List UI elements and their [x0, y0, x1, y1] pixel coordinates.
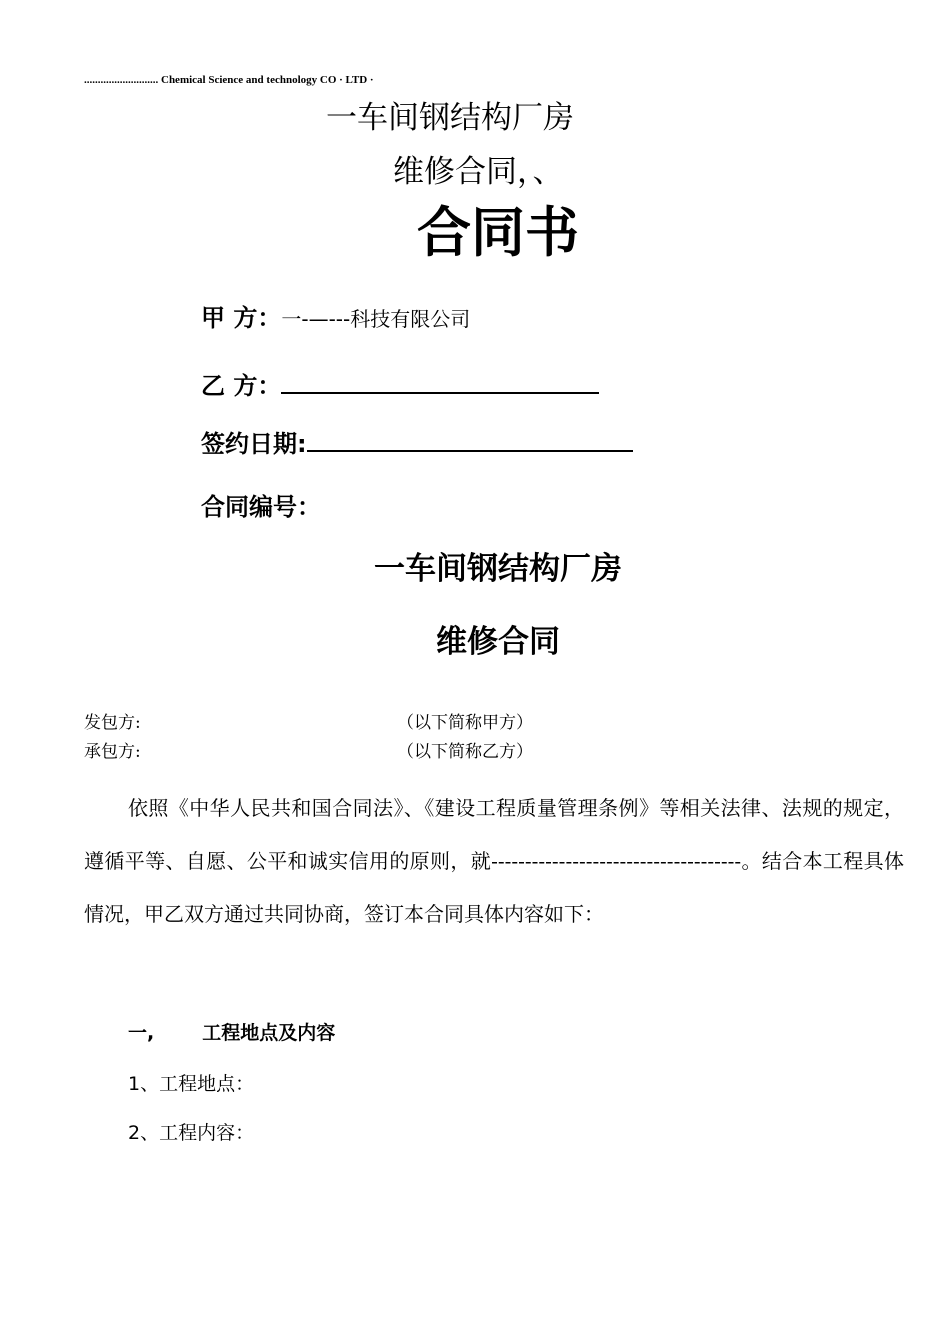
sign-date-row [201, 424, 633, 459]
party-a-label: 甲 方： [201, 304, 282, 332]
cover-main-title: 合同书 [417, 201, 579, 264]
party-a-row [201, 298, 470, 333]
sign-date-label: 签约日期: [201, 430, 307, 458]
sign-date-blank [307, 428, 633, 452]
item-project-location: 1、工程地点： [128, 1073, 255, 1095]
party-b-blank [281, 370, 599, 394]
party-a-value: 一-—---科技有限公司 [281, 307, 471, 331]
intro-paragraph: 依照《中华人民共和国合同法》、《建设工程质量管理条例》等相关法律、法规的规定，遵循平等、自愿、公平和诚实信用的原则，就-------------------------------------。结合本工程具体情况，甲乙双方通过共同协商，签订本合同具体内容如下： [84, 796, 904, 926]
contract-title-line1: 一车间钢结构厂房 [374, 551, 622, 587]
employer-label: 发包方: [84, 713, 141, 733]
cover-title-line2: 维修合同，、 [393, 154, 564, 190]
item-project-content: 2、工程内容： [128, 1122, 255, 1144]
contract-no-label: 合同编号： [201, 493, 321, 521]
contractor-label: 承包方: [84, 742, 141, 762]
party-b-row [201, 366, 599, 401]
contract-title-line2: 维修合同 [436, 624, 560, 660]
employer-note: （以下简称甲方） [397, 713, 533, 733]
party-b-label: 乙 方： [201, 372, 282, 400]
section-1-number: 一, [128, 1022, 155, 1044]
cover-title-line1: 一车间钢结构厂房 [326, 100, 574, 136]
company-header: ........................... Chemical Science and technology CO · LTD · [84, 74, 374, 86]
section-1-heading [128, 1018, 335, 1045]
contractor-note: （以下简称乙方） [397, 742, 533, 762]
section-1-title: 工程地点及内容 [202, 1022, 336, 1044]
